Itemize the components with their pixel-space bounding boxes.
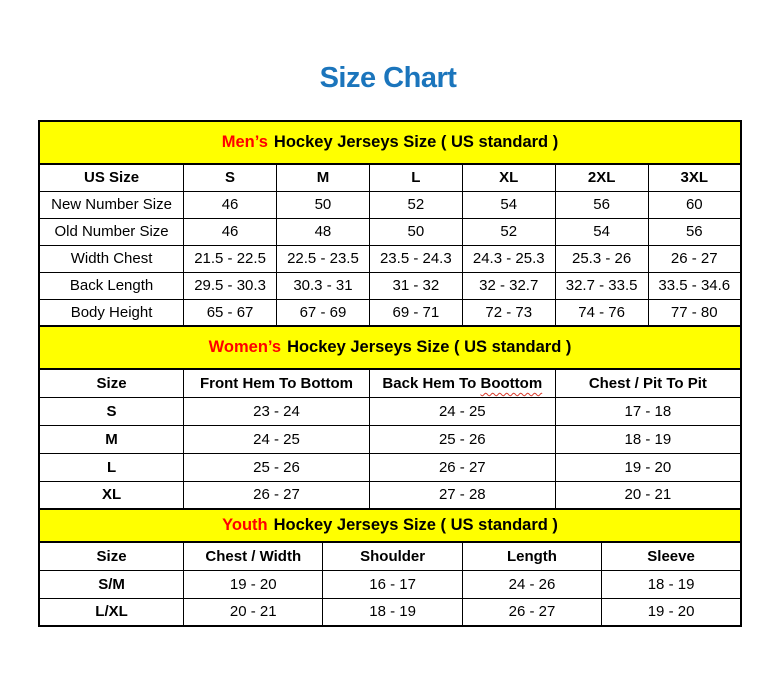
mens-banner-text: Hockey Jerseys Size ( US standard ) [273,133,559,151]
mens-size-cell: 50 [369,218,462,245]
mens-header-row [39,164,741,191]
mens-table-row [39,218,741,245]
mens-column-header: S [184,164,277,191]
mens-column-header: US Size [39,164,184,191]
mens-table-row [39,272,741,299]
womens-column-header: Size [39,369,184,397]
womens-banner-highlight: Women’s [208,338,282,356]
mens-size-cell: 46 [184,218,277,245]
mens-size-cell: 31 - 32 [369,272,462,299]
womens-size-cell: 24 - 25 [369,397,555,425]
mens-size-cell: 23.5 - 24.3 [369,245,462,272]
womens-table-row [39,481,741,509]
size-chart-tables [38,120,742,627]
womens-size-cell: 25 - 26 [184,453,370,481]
womens-row-label: M [39,425,184,453]
mens-size-cell: 46 [184,191,277,218]
youth-column-header: Shoulder [323,542,462,570]
mens-column-header: M [277,164,370,191]
mens-row-label: New Number Size [39,191,184,218]
womens-banner [38,327,742,368]
youth-column-header: Chest / Width [184,542,323,570]
mens-section [38,120,742,327]
mens-size-cell: 54 [462,191,555,218]
womens-column-header: Back Hem To Boottom [369,369,555,397]
womens-row-label: XL [39,481,184,509]
mens-size-cell: 74 - 76 [555,299,648,326]
mens-size-cell: 21.5 - 22.5 [184,245,277,272]
mens-table [38,163,742,327]
youth-table-row [39,570,741,598]
page-title: Size Chart [319,62,457,94]
mens-table-row [39,191,741,218]
youth-size-cell: 20 - 21 [184,598,323,626]
youth-column-header: Length [462,542,601,570]
mens-column-header: 2XL [555,164,648,191]
youth-size-cell: 24 - 26 [462,570,601,598]
womens-size-cell: 20 - 21 [555,481,741,509]
mens-size-cell: 26 - 27 [648,245,741,272]
mens-size-cell: 52 [369,191,462,218]
youth-size-cell: 19 - 20 [602,598,741,626]
youth-row-label: S/M [39,570,184,598]
womens-table-row [39,397,741,425]
mens-size-cell: 56 [555,191,648,218]
mens-row-label: Width Chest [39,245,184,272]
mens-size-cell: 32.7 - 33.5 [555,272,648,299]
mens-size-cell: 52 [462,218,555,245]
youth-banner-text: Hockey Jerseys Size ( US standard ) [273,516,558,534]
womens-size-cell: 19 - 20 [555,453,741,481]
youth-banner-highlight: Youth [222,516,268,534]
mens-size-cell: 72 - 73 [462,299,555,326]
womens-size-cell: 26 - 27 [184,481,370,509]
mens-banner [38,120,742,163]
mens-size-cell: 56 [648,218,741,245]
mens-size-cell: 25.3 - 26 [555,245,648,272]
mens-row-label: Back Length [39,272,184,299]
youth-size-cell: 18 - 19 [323,598,462,626]
mens-size-cell: 32 - 32.7 [462,272,555,299]
mens-size-cell: 60 [648,191,741,218]
womens-row-label: S [39,397,184,425]
youth-size-cell: 16 - 17 [323,570,462,598]
youth-size-cell: 26 - 27 [462,598,601,626]
mens-column-header: L [369,164,462,191]
womens-size-cell: 25 - 26 [369,425,555,453]
womens-table-row [39,453,741,481]
womens-table [38,368,742,510]
youth-table [38,541,742,627]
youth-row-label: L/XL [39,598,184,626]
youth-header-row [39,542,741,570]
mens-size-cell: 67 - 69 [277,299,370,326]
womens-size-cell: 24 - 25 [184,425,370,453]
mens-size-cell: 50 [277,191,370,218]
womens-table-row [39,425,741,453]
mens-banner-highlight: Men’s [221,133,268,151]
mens-size-cell: 69 - 71 [369,299,462,326]
womens-size-cell: 23 - 24 [184,397,370,425]
mens-column-header: XL [462,164,555,191]
youth-size-cell: 18 - 19 [602,570,741,598]
womens-header-row [39,369,741,397]
womens-column-header: Front Hem To Bottom [184,369,370,397]
mens-table-row [39,245,741,272]
youth-size-cell: 19 - 20 [184,570,323,598]
mens-size-cell: 77 - 80 [648,299,741,326]
womens-size-cell: 27 - 28 [369,481,555,509]
mens-row-label: Body Height [39,299,184,326]
mens-size-cell: 33.5 - 34.6 [648,272,741,299]
mens-row-label: Old Number Size [39,218,184,245]
mens-size-cell: 48 [277,218,370,245]
youth-banner [38,510,742,541]
spellcheck-squiggle: Boottom [480,374,543,392]
womens-size-cell: 17 - 18 [555,397,741,425]
womens-banner-text: Hockey Jerseys Size ( US standard ) [287,338,572,356]
mens-size-cell: 65 - 67 [184,299,277,326]
womens-size-cell: 18 - 19 [555,425,741,453]
youth-section [38,510,742,627]
mens-size-cell: 22.5 - 23.5 [277,245,370,272]
youth-column-header: Sleeve [602,542,741,570]
mens-size-cell: 29.5 - 30.3 [184,272,277,299]
womens-size-cell: 26 - 27 [369,453,555,481]
womens-column-header: Chest / Pit To Pit [555,369,741,397]
womens-section [38,327,742,510]
mens-size-cell: 24.3 - 25.3 [462,245,555,272]
womens-row-label: L [39,453,184,481]
mens-column-header: 3XL [648,164,741,191]
mens-size-cell: 54 [555,218,648,245]
youth-column-header: Size [39,542,184,570]
youth-table-row [39,598,741,626]
mens-table-row [39,299,741,326]
mens-size-cell: 30.3 - 31 [277,272,370,299]
